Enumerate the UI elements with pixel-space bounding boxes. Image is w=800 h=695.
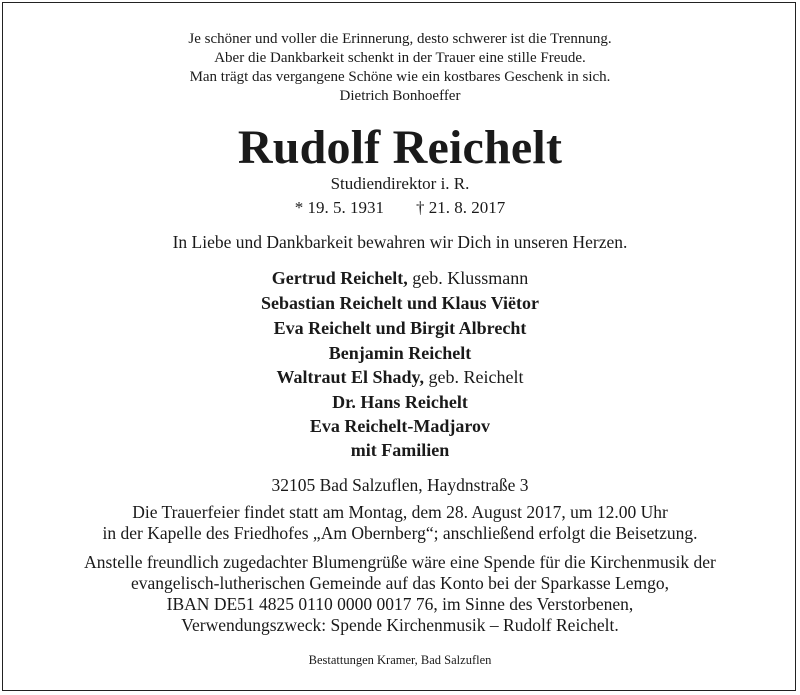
funeral-home: Bestattungen Kramer, Bad Salzuflen — [308, 653, 492, 667]
deceased-title: Studiendirektor i. R. — [330, 174, 470, 193]
family-member-1 — [0, 268, 800, 289]
life-dates — [0, 198, 800, 218]
family-member-2-name: Sebastian Reichelt und Klaus Viëtor — [260, 293, 540, 313]
donation-line-4: Verwendungszweck: Spende Kirchenmusik – Rudolf Reichelt. — [181, 615, 619, 635]
dedication-line: In Liebe und Dankbarkeit bewahren wir Dich in unseren Herzen. — [172, 232, 628, 252]
deceased-name: Rudolf Reichelt — [237, 121, 563, 174]
family-member-7-name: Eva Reichelt-Madjarov — [309, 416, 491, 436]
donation-line-3: IBAN DE51 4825 0110 0000 0017 76, im Sinne des Verstorbenen, — [166, 594, 634, 614]
family-closing — [0, 440, 800, 461]
birth-date: * 19. 5. 1931 — [294, 198, 384, 217]
quote-line-1: Je schöner und voller die Erinnerung, desto schwerer ist die Trennung. — [188, 31, 612, 47]
family-member-4 — [0, 343, 800, 364]
family-member-2 — [0, 293, 800, 314]
family-member-3 — [0, 318, 800, 339]
family-member-5-name: Waltraut El Shady, — [276, 367, 425, 387]
quote-author: Dietrich Bonhoeffer — [339, 88, 461, 104]
ceremony-line-1: Die Trauerfeier findet statt am Montag, dem 28. August 2017, um 12.00 Uhr — [132, 502, 668, 522]
address: 32105 Bad Salzuflen, Haydnstraße 3 — [271, 475, 529, 495]
family-member-1-note: geb. Klussmann — [407, 268, 529, 288]
family-member-4-name: Benjamin Reichelt — [328, 343, 472, 363]
family-member-6-name: Dr. Hans Reichelt — [332, 392, 468, 412]
death-date: † 21. 8. 2017 — [416, 198, 506, 217]
donation-line-1: Anstelle freundlich zugedachter Blumengrüße wäre eine Spende für die Kirchenmusik der — [84, 552, 716, 572]
family-member-5 — [0, 367, 800, 388]
family-member-7 — [0, 416, 800, 437]
family-member-5-note: geb. Reichelt — [424, 367, 524, 387]
family-member-6 — [0, 392, 800, 413]
family-member-3-name: Eva Reichelt und Birgit Albrecht — [273, 318, 527, 338]
quote-line-2: Aber die Dankbarkeit schenkt in der Trauer eine stille Freude. — [214, 50, 586, 66]
family-closing-text: mit Familien — [350, 440, 450, 460]
donation-line-2: evangelisch-lutherischen Gemeinde auf das Konto bei der Sparkasse Lemgo, — [131, 573, 669, 593]
family-member-1-name: Gertrud Reichelt, — [271, 268, 408, 288]
ceremony-line-2: in der Kapelle des Friedhofes „Am Obernberg“; anschließend erfolgt die Beisetzung. — [102, 523, 698, 543]
quote-line-3: Man trägt das vergangene Schöne wie ein kostbares Geschenk in sich. — [189, 69, 611, 85]
